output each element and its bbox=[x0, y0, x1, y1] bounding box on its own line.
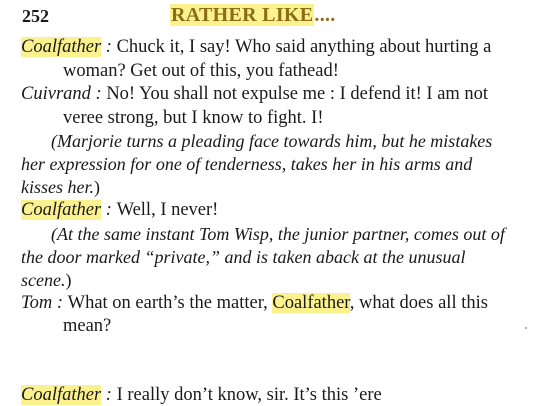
dialogue-line-tom bbox=[0, 292, 513, 339]
running-title bbox=[170, 4, 336, 27]
dialogue-line-coalfather-1 bbox=[0, 36, 513, 83]
stage-direction-text: (At the same instant Tom Wisp, the junior partner, comes out of the door marked “private,” and is taken aback at the unusual scene. bbox=[21, 223, 505, 290]
dialogue-text: I really don’t know, sir. It’s this ’ere bbox=[116, 385, 382, 405]
speaker-name: Cuivrand bbox=[21, 84, 91, 104]
dialogue-text-cont: , what does all this mean? bbox=[63, 292, 488, 336]
stage-direction-paren: ) bbox=[65, 269, 72, 290]
page-body bbox=[0, 36, 542, 339]
speaker-name: Coalfather bbox=[21, 200, 102, 220]
paper-speck bbox=[525, 327, 527, 329]
speaker-colon: : bbox=[101, 37, 117, 57]
dialogue-line-coalfather-3-cut bbox=[21, 385, 382, 406]
stage-direction-1 bbox=[0, 130, 511, 199]
speaker-colon: : bbox=[52, 292, 68, 313]
stage-direction-text: (Marjorie turns a pleading face towards him, but he mistakes her expression for one of tenderness, takes her in his arms and kisses her. bbox=[21, 131, 493, 197]
speaker-colon: : bbox=[101, 385, 117, 405]
speaker-colon: : bbox=[101, 200, 117, 220]
dialogue-text: Chuck it, I say! Who said anything about hurting a woman? Get out of this, you fathead! bbox=[63, 37, 492, 81]
stage-direction-2 bbox=[0, 223, 511, 292]
speaker-colon: : bbox=[90, 84, 107, 104]
dialogue-text: What on earth’s the matter, bbox=[67, 292, 273, 313]
highlighted-name: Coalfather bbox=[272, 292, 350, 313]
page-header bbox=[0, 3, 542, 29]
dialogue-line-cuivrand bbox=[0, 83, 513, 130]
page-number: 252 bbox=[22, 6, 49, 26]
dialogue-text: No! You shall not expulse me : I defend it! I am not veree strong, but I know to fight. I! bbox=[63, 84, 489, 128]
speaker-name: Coalfather bbox=[21, 385, 102, 405]
dialogue-line-coalfather-2 bbox=[0, 199, 513, 223]
running-title-ellipsis: .... bbox=[314, 4, 336, 26]
stage-direction-paren: ) bbox=[94, 177, 100, 197]
dialogue-text: Well, I never! bbox=[116, 200, 219, 220]
running-title-highlight: RATHER LIKE bbox=[171, 4, 314, 26]
speaker-name: Tom bbox=[21, 292, 53, 313]
speaker-name: Coalfather bbox=[21, 37, 102, 57]
